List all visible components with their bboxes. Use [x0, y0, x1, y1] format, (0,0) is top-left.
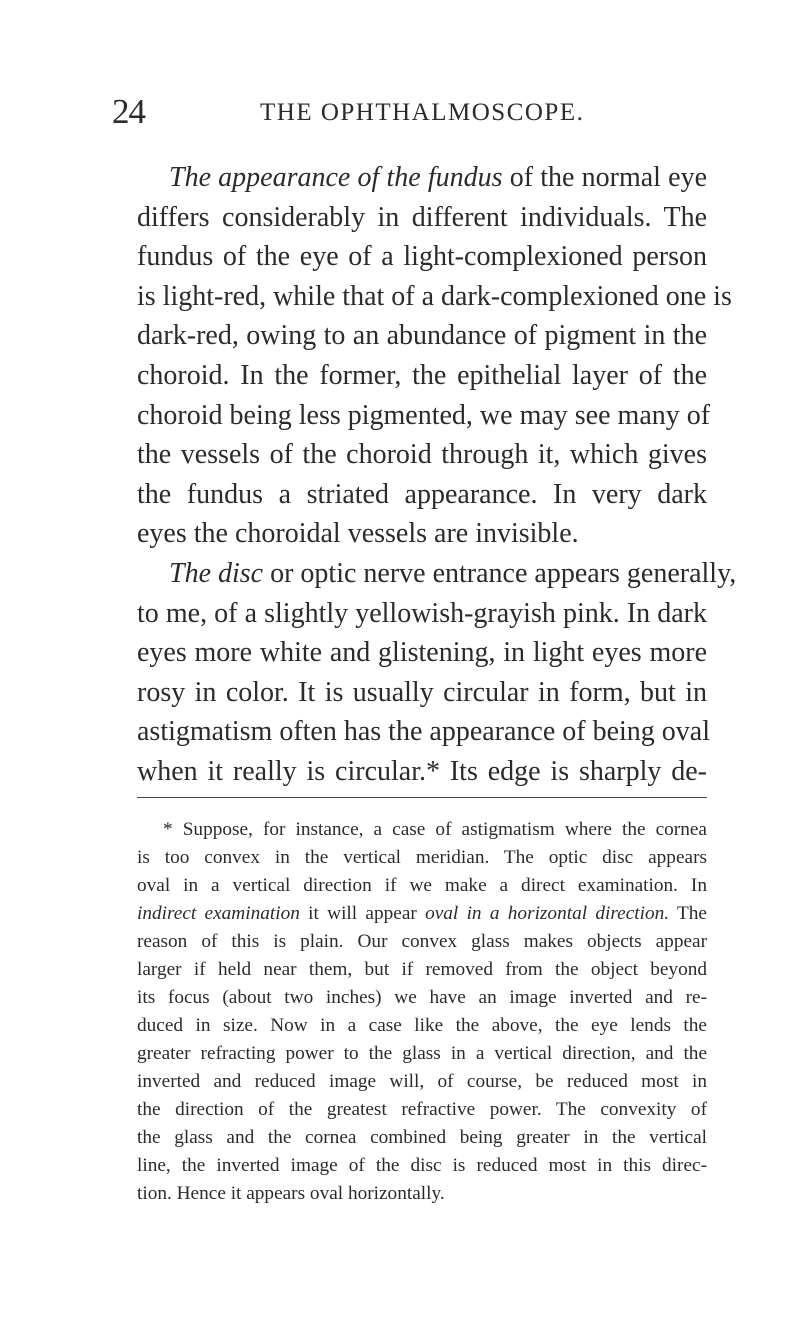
footnote-line: indirect examination it will appear oval in a horizontal direction. The: [137, 903, 707, 924]
footnote-line: * Suppose, for instance, a case of astigmatism where the cornea: [163, 819, 707, 840]
text-line: is light-red, while that of a dark-complexioned one is: [137, 280, 732, 312]
running-title: THE OPHTHALMOSCOPE.: [260, 99, 585, 126]
footnote-line: oval in a vertical direction if we make a direct examination. In: [137, 875, 707, 896]
body-text: [137, 158, 737, 792]
footnote-line: line, the inverted image of the disc is reduced most in this direc-: [137, 1155, 707, 1176]
footnote-line: inverted and reduced image will, of course, be reduced most in: [137, 1071, 707, 1092]
page-number: 24: [112, 92, 145, 131]
text-line: rosy in color. It is usually circular in form, but in: [137, 676, 707, 708]
text-line: eyes the choroidal vessels are invisible.: [137, 518, 579, 550]
footnote-line: the glass and the cornea combined being greater in the vertical: [137, 1127, 707, 1148]
text-line: when it really is circular.* Its edge is sharply de-: [137, 755, 707, 787]
text-line: to me, of a slightly yellowish-grayish pink. In dark: [137, 597, 707, 629]
text-line: choroid. In the former, the epithelial layer of the: [137, 359, 707, 391]
text-line: The appearance of the fundus of the normal eye: [169, 162, 708, 193]
italic-phrase: The disc: [169, 557, 264, 589]
text-line: astigmatism often has the appearance of being oval: [137, 716, 711, 748]
footnote-divider: [137, 797, 707, 798]
italic-phrase: indirect examination: [137, 903, 300, 924]
text-line: fundus of the eye of a light-complexioned person: [137, 241, 707, 273]
text-line: the fundus a striated appearance. In very dark: [137, 478, 707, 510]
text-line: The disc or optic nerve entrance appears generally,: [169, 557, 737, 589]
footnote-line: larger if held near them, but if removed from the object beyond: [137, 959, 707, 980]
text-line: the vessels of the choroid through it, which gives: [137, 439, 707, 471]
italic-phrase: The appearance of the fundus: [169, 162, 503, 193]
text-line: eyes more white and glistening, in light eyes more: [137, 637, 707, 669]
footnote-line: greater refracting power to the glass in a vertical direction, and the: [137, 1043, 707, 1064]
italic-phrase: oval in a horizontal direction.: [425, 903, 670, 924]
footnote: [137, 816, 707, 1208]
footnote-line: its focus (about two inches) we have an image inverted and re-: [137, 987, 707, 1008]
footnote-line: duced in size. Now in a case like the above, the eye lends the: [137, 1015, 707, 1036]
page-header: [112, 92, 712, 132]
text-line: differs considerably in different individuals. The: [137, 201, 707, 233]
text-line: choroid being less pigmented, we may see many of: [137, 399, 711, 431]
text-line: dark-red, owing to an abundance of pigment in the: [137, 320, 707, 352]
footnote-line: tion. Hence it appears oval horizontally.: [137, 1183, 445, 1204]
footnote-line: is too convex in the vertical meridian. The optic disc appears: [137, 847, 707, 868]
footnote-line: the direction of the greatest refractive power. The convexity of: [137, 1099, 707, 1120]
footnote-line: reason of this is plain. Our convex glass makes objects appear: [137, 931, 707, 952]
